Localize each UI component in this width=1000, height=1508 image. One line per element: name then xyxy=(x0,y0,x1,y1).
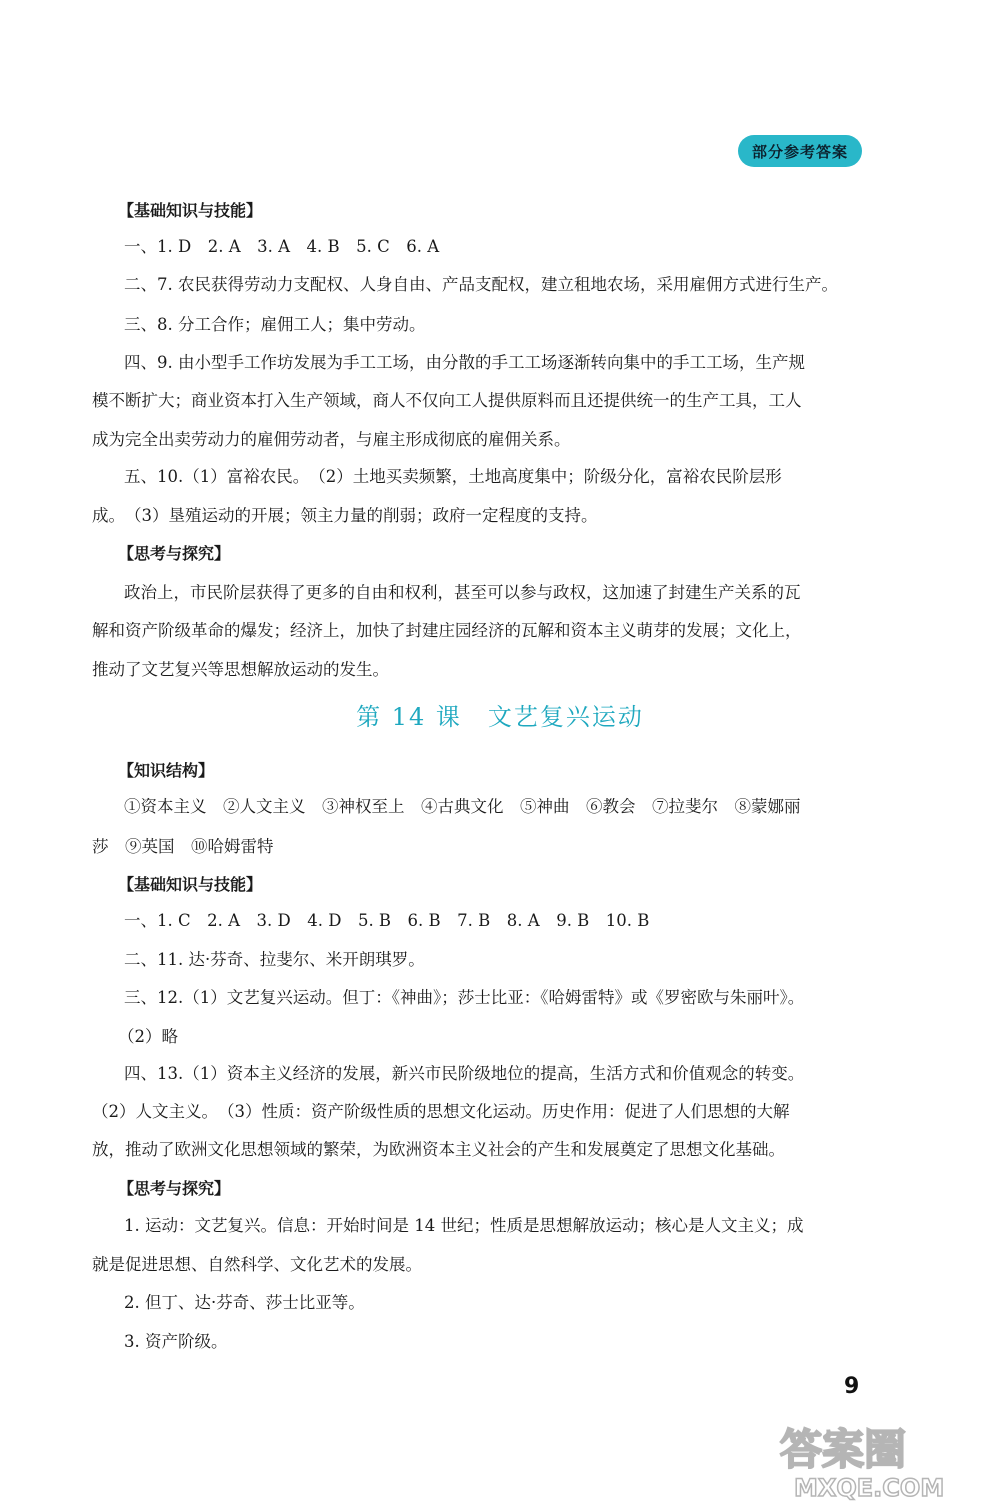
answer-line: 成为完全出卖劳动力的雇佣劳动者，与雇主形成彻底的雇佣关系。 xyxy=(92,430,571,449)
basic-knowledge-heading: 【基础知识与技能】 xyxy=(118,201,263,220)
answer-section-badge: 部分参考答案 xyxy=(738,135,862,167)
answer-line: 推动了文艺复兴等思想解放运动的发生。 xyxy=(92,660,389,679)
think-explore-heading: 【思考与探究】 xyxy=(118,1179,231,1198)
answer-line: 四、13.（1）资本主义经济的发展，新兴市民阶级地位的提高，生活方式和价值观念的转变。 xyxy=(124,1064,805,1083)
answer-line: 一、1. D 2. A 3. A 4. B 5. C 6. A xyxy=(124,237,440,256)
answer-line: 3. 资产阶级。 xyxy=(124,1332,228,1351)
knowledge-structure-heading: 【知识结构】 xyxy=(118,761,215,780)
answer-line: 解和资产阶级革命的爆发；经济上，加快了封建庄园经济的瓦解和资本主义萌芽的发展；文化上， xyxy=(92,621,802,640)
answer-line: 1. 运动：文艺复兴。信息：开始时间是 14 世纪；性质是思想解放运动；核心是人文主义；成 xyxy=(124,1216,804,1235)
answer-line: 一、1. C 2. A 3. D 4. D 5. B 6. B 7. B 8. A 9. B 10. B xyxy=(124,911,650,930)
lesson-title: 第 14 课 文艺复兴运动 xyxy=(356,703,644,731)
answer-line: 成。 （3）垦殖运动的开展；领主力量的削弱；政府一定程度的支持。 xyxy=(92,506,598,525)
watermark-url-text: MXQE.COM xyxy=(794,1474,945,1502)
answer-line: （2）人文主义。 （3）性质：资产阶级性质的思想文化运动。历史作用：促进了人们思想的大解 xyxy=(92,1102,790,1121)
answer-line: 三、8. 分工合作；雇佣工人；集中劳动。 xyxy=(124,315,426,334)
answer-line: 五、10.（1）富裕农民。 （2）土地买卖频繁，土地高度集中；阶级分化，富裕农民阶层形 xyxy=(124,467,782,486)
answer-line: 2. 但丁、达·芬奇、莎士比亚等。 xyxy=(124,1293,365,1312)
answer-line: 就是促进思想、自然科学、文化艺术的发展。 xyxy=(92,1255,422,1274)
page-number: 9 xyxy=(844,1374,860,1399)
watermark-logo xyxy=(770,1420,990,1502)
watermark-logo-text: 答案圈 xyxy=(780,1425,907,1474)
answer-line: 模不断扩大；商业资本打入生产领域，商人不仅向工人提供原料而且还提供统一的生产工具，工人 xyxy=(92,391,802,410)
answer-line: 二、7. 农民获得劳动力支配权、人身自由、产品支配权，建立租地农场，采用雇佣方式进行生产。 xyxy=(124,275,838,294)
answer-line: ①资本主义 ②人文主义 ③神权至上 ④古典文化 ⑤神曲 ⑥教会 ⑦拉斐尔 ⑧蒙娜丽 xyxy=(124,797,801,816)
think-explore-heading: 【思考与探究】 xyxy=(118,544,231,563)
answer-line: （2）略 xyxy=(118,1027,178,1046)
basic-knowledge-heading: 【基础知识与技能】 xyxy=(118,875,263,894)
answer-line: 二、11. 达·芬奇、拉斐尔、米开朗琪罗。 xyxy=(124,950,425,969)
answer-line: 莎 ⑨英国 ⑩哈姆雷特 xyxy=(92,837,274,856)
answer-line: 三、12.（1）文艺复兴运动。但丁：《神曲》；莎士比亚：《哈姆雷特》或《罗密欧与朱丽叶》。 xyxy=(124,988,805,1007)
answer-line: 放，推动了欧洲文化思想领域的繁荣，为欧洲资本主义社会的产生和发展奠定了思想文化基础。 xyxy=(92,1140,785,1159)
answer-line: 政治上，市民阶层获得了更多的自由和权利，甚至可以参与政权，这加速了封建生产关系的瓦 xyxy=(124,583,801,602)
answer-line: 四、9. 由小型手工作坊发展为手工工场，由分散的手工工场逐渐转向集中的手工工场，生产规 xyxy=(124,353,805,372)
